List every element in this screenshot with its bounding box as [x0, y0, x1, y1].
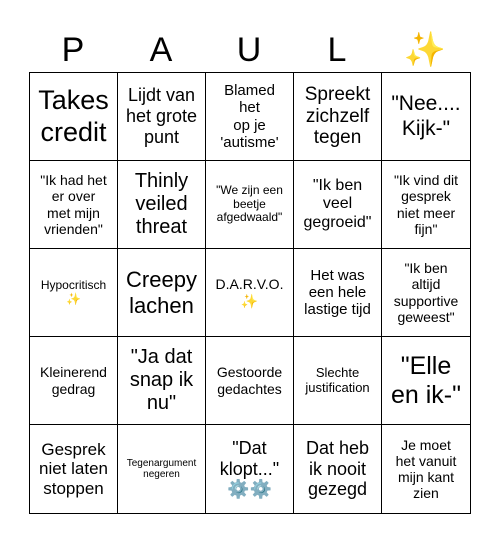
- bingo-cell[interactable]: [294, 337, 382, 425]
- cell-text: Takes credit: [38, 85, 109, 147]
- bingo-cell[interactable]: [294, 73, 382, 161]
- cell-text: "Ik vind dit gesprek niet meer fijn": [393, 172, 459, 237]
- bingo-cell[interactable]: [206, 73, 294, 161]
- cell-text: "Ik ben veel gegroeid": [303, 176, 372, 231]
- bingo-card: [29, 72, 471, 514]
- bingo-cell[interactable]: [30, 425, 118, 513]
- sparkles-icon: ✨: [403, 31, 447, 69]
- header-letter-l: L: [327, 30, 347, 69]
- bingo-cell[interactable]: [294, 161, 382, 249]
- cell-text: "We zijn een beetje afgedwaald": [216, 182, 283, 225]
- bingo-cell[interactable]: [118, 249, 206, 337]
- bingo-cell[interactable]: [118, 337, 206, 425]
- cell-text: Lijdt van het grote punt: [125, 85, 198, 147]
- header-letter-p: P: [61, 30, 85, 69]
- cell-text: Creepy lachen: [126, 267, 197, 318]
- bingo-cell[interactable]: [382, 73, 470, 161]
- cell-text: Het was een hele lastige tijd: [304, 266, 371, 319]
- cell-text: "Ik ben altijd supportive geweest": [393, 260, 459, 325]
- bingo-cell[interactable]: [206, 337, 294, 425]
- bingo-cell[interactable]: [118, 73, 206, 161]
- cell-text: D.A.R.V.O. ✨: [215, 276, 284, 309]
- bingo-cell[interactable]: [118, 425, 206, 513]
- bingo-cell[interactable]: [118, 161, 206, 249]
- cell-text: Hypocritisch ✨: [40, 277, 107, 306]
- cell-text: Thinly veiled threat: [134, 170, 189, 238]
- bingo-cell[interactable]: [294, 425, 382, 513]
- bingo-cell[interactable]: [30, 73, 118, 161]
- cell-text: "Ik had het er over met mijn vrienden": [40, 172, 107, 237]
- cell-text: Blamed het op je 'autisme': [220, 82, 279, 151]
- bingo-cell[interactable]: [382, 249, 470, 337]
- bingo-cell[interactable]: [30, 161, 118, 249]
- bingo-cell[interactable]: [206, 161, 294, 249]
- bingo-cell[interactable]: [206, 249, 294, 337]
- cell-text: "Nee.... Kijk-": [391, 92, 461, 140]
- cell-text: Slechte justification: [305, 364, 370, 395]
- cell-text: Tegenargument negeren: [126, 457, 197, 480]
- cell-text: Spreekt zichzelf tegen: [304, 83, 371, 149]
- bingo-header: [29, 28, 471, 72]
- header-letter-u: U: [236, 30, 262, 69]
- bingo-cell[interactable]: [382, 337, 470, 425]
- cell-text: Kleinerend gedrag: [40, 364, 107, 397]
- cell-text: Je moet het vanuit mijn kant zien: [395, 436, 457, 502]
- cell-text: Gestoorde gedachtes: [216, 364, 283, 397]
- bingo-cell[interactable]: [382, 161, 470, 249]
- bingo-cell[interactable]: [382, 425, 470, 513]
- bingo-cell[interactable]: [206, 425, 294, 513]
- cell-text: "Dat klopt..." ⚙️⚙️: [219, 437, 280, 500]
- cell-text: "Ja dat snap ik nu": [129, 346, 194, 414]
- bingo-cell[interactable]: [30, 249, 118, 337]
- cell-text: Gesprek niet laten stoppen: [39, 439, 108, 498]
- cell-text: "Elle en ik-": [390, 351, 461, 409]
- cell-text: Dat heb ik nooit gezegd: [305, 437, 370, 500]
- bingo-cell[interactable]: [30, 337, 118, 425]
- bingo-cell[interactable]: [294, 249, 382, 337]
- header-letter-a: A: [149, 30, 173, 69]
